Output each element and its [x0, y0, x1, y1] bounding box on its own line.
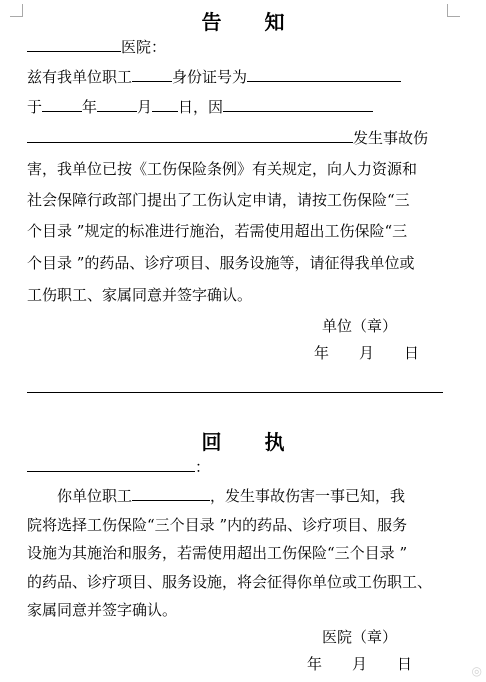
year-blank[interactable] [42, 97, 82, 112]
notice-line-1 [27, 67, 401, 87]
notice-date-line: 年 月 日 [314, 344, 420, 362]
notice-salutation [27, 37, 166, 57]
receipt-line-1 [57, 486, 405, 506]
receipt-date-line: 年 月 日 [307, 655, 413, 673]
text-segment: 日，因 [178, 98, 224, 116]
cause-blank[interactable] [223, 97, 373, 112]
text-segment: 发生事故伤 [353, 129, 429, 147]
employee-name-blank[interactable] [132, 67, 172, 82]
cause-continued-blank[interactable] [27, 128, 353, 143]
text-segment: 于 [27, 98, 43, 116]
salutation-suffix: 医院： [121, 38, 167, 56]
hospital-seal-label: 医院（章） [322, 628, 398, 646]
receipt-body-line: 院将选择工伤保险“三个目录 ”内的药品、诊疗项目、服务 [27, 516, 408, 534]
notice-body-line: 个目录 ”规定的标准进行施治，若需使用超出工伤保险“三 [27, 222, 408, 240]
receipt-salutation [27, 457, 210, 477]
notice-body-line: 害，我单位已按《工伤保险条例》有关规定，向人力资源和 [27, 160, 418, 178]
month-blank[interactable] [97, 97, 137, 112]
notice-line-3 [27, 128, 428, 148]
salutation-suffix: ： [195, 458, 211, 476]
unit-name-blank[interactable] [27, 457, 195, 472]
section-divider [27, 392, 443, 393]
watermark-logo: ◎ [471, 664, 482, 678]
hospital-name-blank[interactable] [27, 37, 121, 52]
text-segment: 兹有我单位职工 [27, 68, 133, 86]
receipt-body-line: 家属同意并签字确认。 [27, 601, 178, 619]
text-segment: 身份证号为 [172, 68, 248, 86]
text-segment: ，发生事故伤害一事已知，我 [210, 487, 406, 505]
notice-body-line: 社会保障行政部门提出了工伤认定申请，请按工伤保险“三 [27, 191, 410, 209]
text-segment: 你单位职工 [57, 487, 133, 505]
day-blank[interactable] [152, 97, 178, 112]
notice-title: 告 知 [201, 10, 303, 34]
notice-body-line: 个目录 ”的药品、诊疗项目、服务设施等，请征得我单位或 [27, 254, 415, 272]
unit-seal-label: 单位（章） [322, 317, 398, 335]
id-number-blank[interactable] [247, 67, 401, 82]
text-segment: 年 [82, 98, 98, 116]
receipt-body-line: 设施为其施治和服务，若需使用超出工伤保险“三个目录 ” [27, 544, 408, 562]
employee-name-blank[interactable] [132, 486, 210, 501]
notice-body-line: 工伤职工、家属同意并签字确认。 [27, 286, 253, 304]
receipt-title: 回 执 [201, 430, 303, 454]
notice-line-2 [27, 97, 373, 117]
text-segment: 月 [137, 98, 153, 116]
receipt-body-line: 的药品、诊疗项目、服务设施，将会征得你单位或工伤职工、 [27, 573, 433, 591]
